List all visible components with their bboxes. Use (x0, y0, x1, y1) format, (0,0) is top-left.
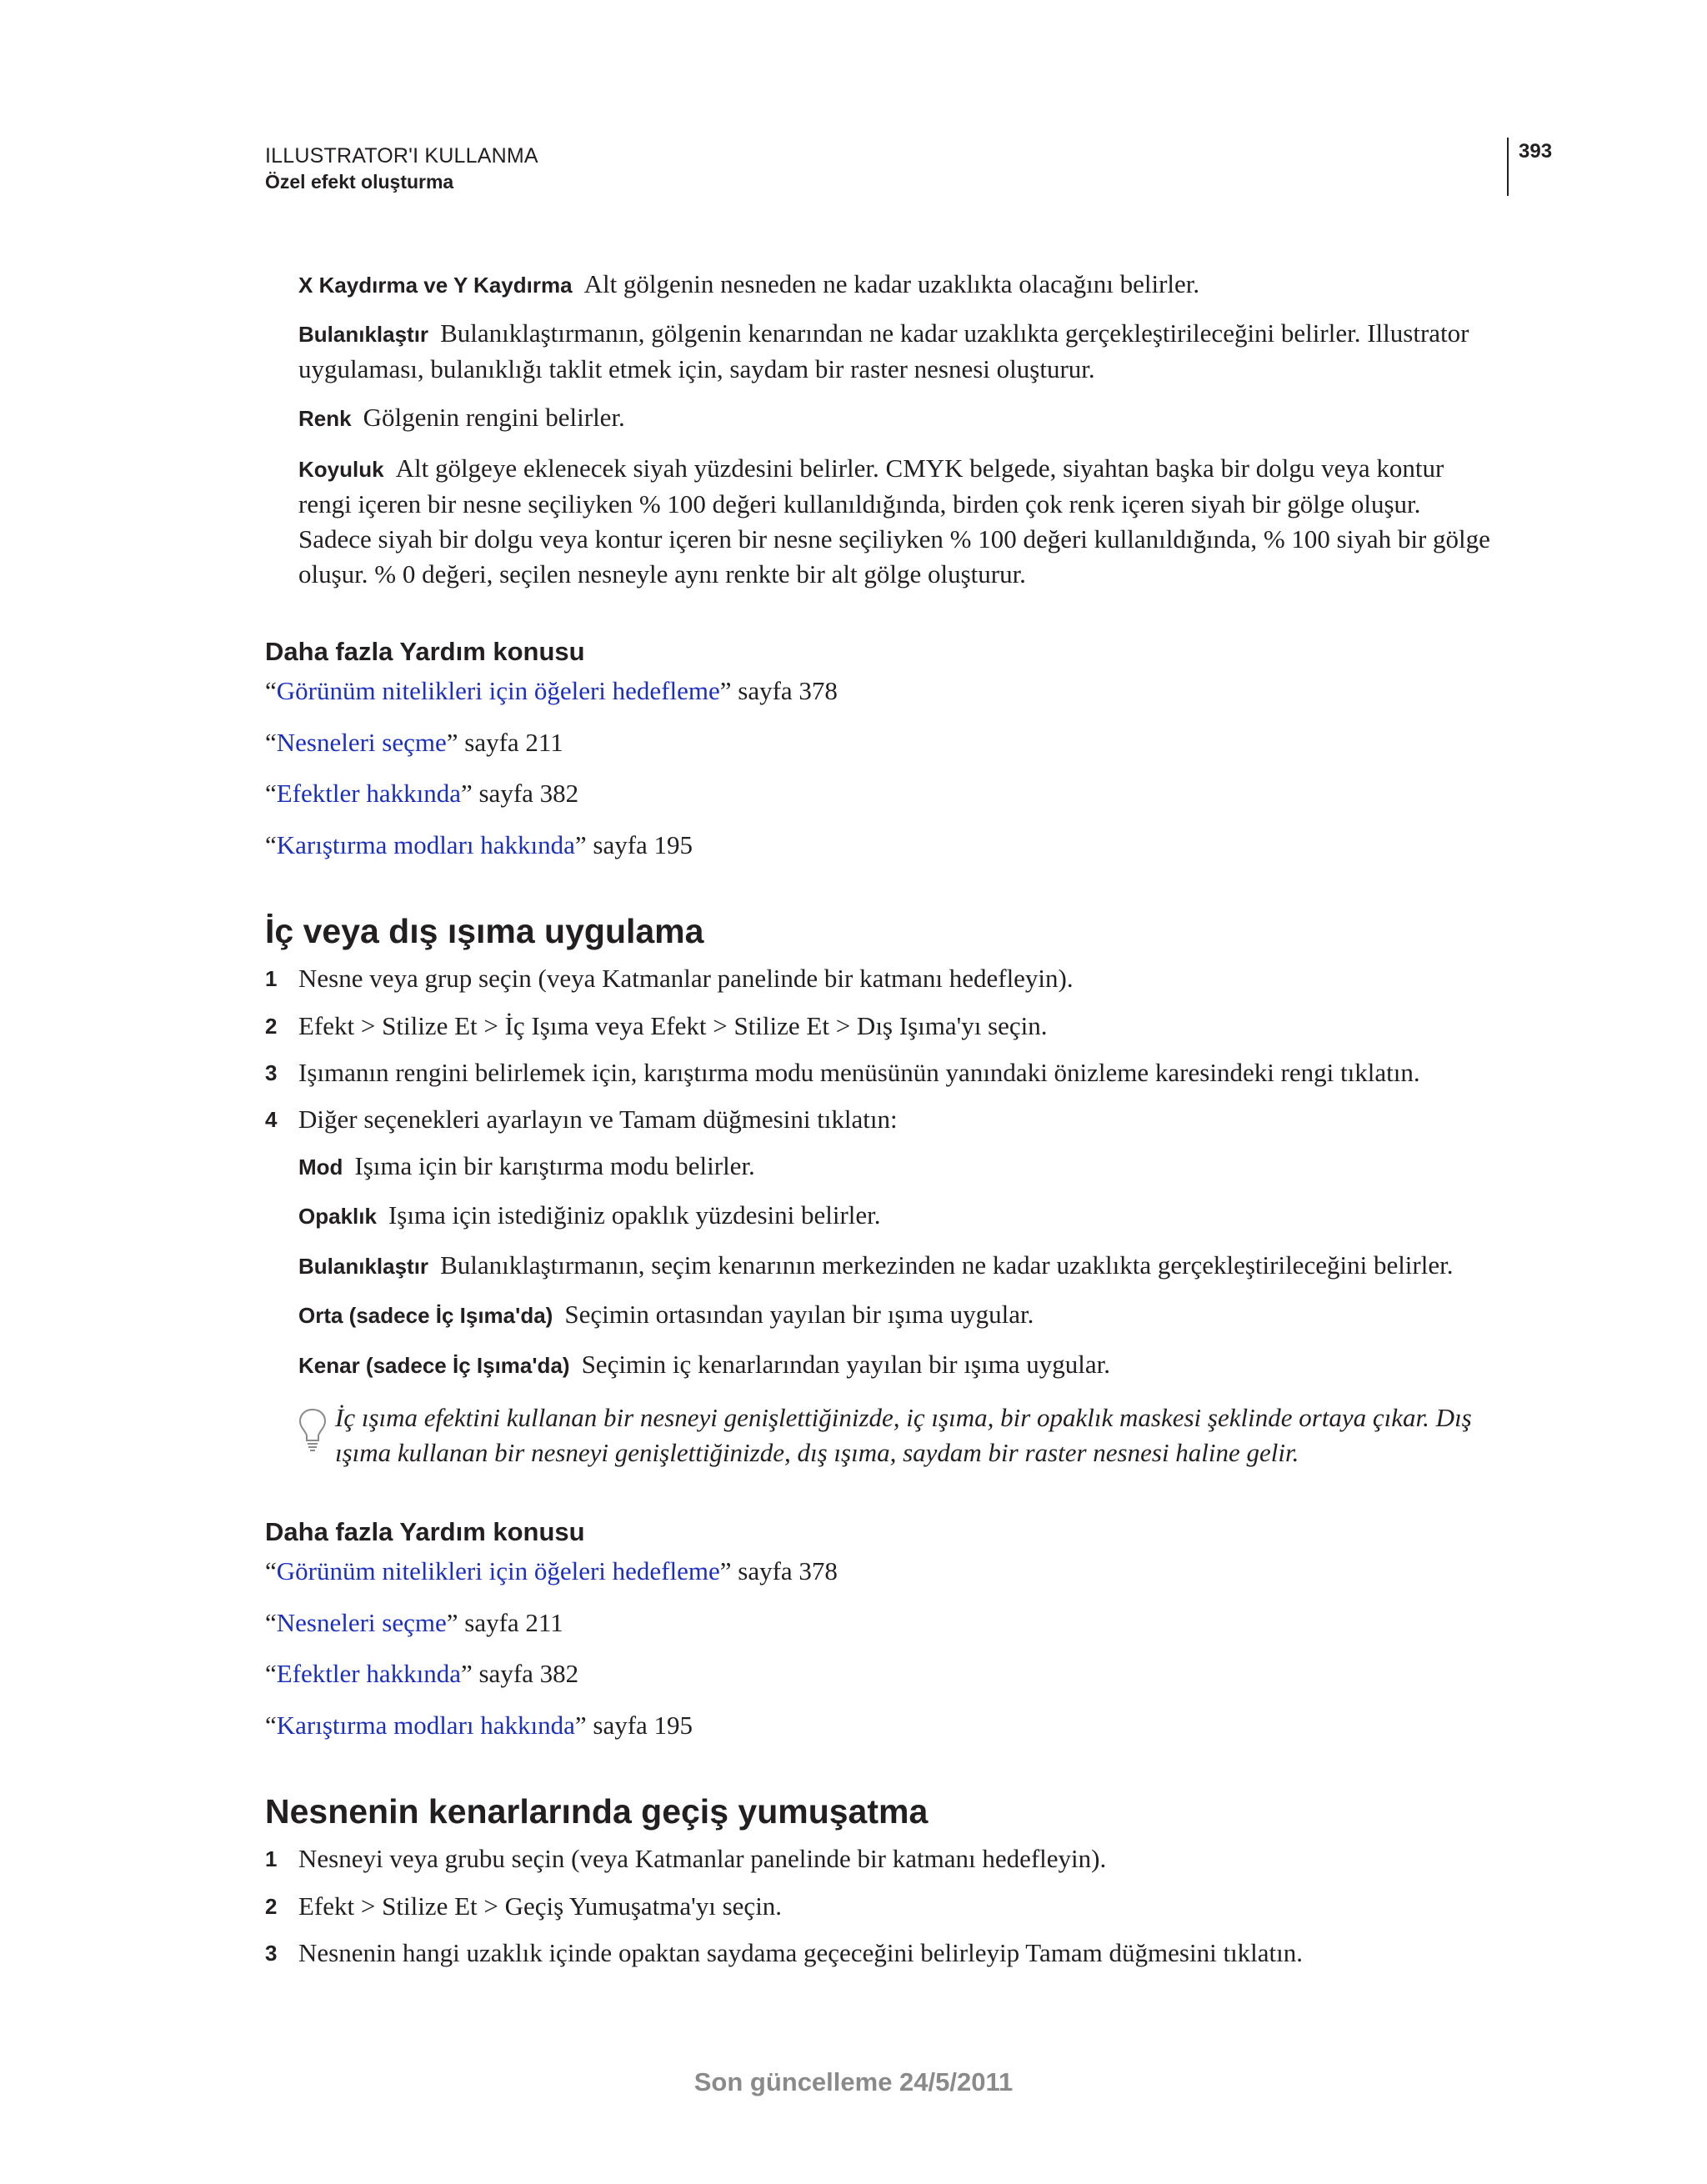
step-text: Işımanın rengini belirlemek için, karıştırma modu menüsünün yanındaki önizleme karesindeki rengi tıklatın. (298, 1058, 1420, 1087)
option-item (298, 1347, 1499, 1383)
related-link[interactable]: Nesneleri seçme (276, 728, 447, 757)
step-number: 3 (265, 1941, 278, 1966)
step-item (265, 1889, 1499, 1924)
option-text: Bulanıklaştırmanın, seçim kenarının merkezinden ne kadar uzaklıkta gerçekleştirileceğini belirler. (440, 1250, 1454, 1280)
related-topics-title: Daha fazla Yardım konusu (265, 637, 585, 666)
related-link[interactable]: Karıştırma modları hakkında (276, 830, 575, 859)
page-ref: ” sayfa 378 (719, 1556, 838, 1585)
step-item (265, 1009, 1499, 1044)
definition-term: X Kaydırma ve Y Kaydırma (298, 273, 573, 298)
related-link-row (265, 1656, 578, 1691)
related-link[interactable]: Efektler hakkında (276, 1659, 461, 1688)
page-ref: ” sayfa 195 (574, 830, 693, 859)
option-text: Işıma için bir karıştırma modu belirler. (354, 1151, 755, 1180)
tip-text: İç ışıma efektini kullanan bir nesneyi genişlettiğinizde, iç ışıma, bir opaklık maskesi şeklinde ortaya çıkar. Dış ışıma kullanan bir nesneyi genişlettiğinizde, dış ışıma, saydam bir raster nesnesi haline gelir. (335, 1403, 1472, 1467)
section-title: İç veya dış ışıma uygulama (265, 912, 704, 950)
definition-term: Bulanıklaştır (298, 322, 429, 347)
definition-item (298, 267, 1499, 303)
step-item (265, 1841, 1499, 1876)
lightbulb-icon (298, 1407, 327, 1460)
related-link[interactable]: Görünüm nitelikleri için öğeleri hedefleme (276, 1556, 720, 1585)
definition-item (298, 316, 1499, 387)
definition-term: Koyuluk (298, 457, 384, 482)
definition-text: Gölgenin rengini belirler. (363, 403, 625, 432)
step-number: 1 (265, 966, 278, 991)
definition-text: Bulanıklaştırmanın, gölgenin kenarından ne kadar uzaklıkta gerçekleştirileceğini belirler. Illustrator uygulaması, bulanıklığı taklit etmek için, saydam bir raster nesnesi oluşturur. (298, 318, 1469, 383)
step-number: 4 (265, 1107, 278, 1132)
definition-item (298, 400, 1499, 436)
running-header (265, 143, 538, 195)
option-text: Seçimin ortasından yayılan bir ışıma uygular. (564, 1300, 1034, 1329)
definition-term: Renk (298, 406, 352, 431)
page-ref: ” sayfa 382 (460, 779, 579, 808)
related-topics-title: Daha fazla Yardım konusu (265, 1517, 585, 1546)
page-ref: ” sayfa 378 (719, 676, 838, 705)
related-link[interactable]: Görünüm nitelikleri için öğeleri hedefleme (276, 676, 720, 705)
step-text: Efekt > Stilize Et > Geçiş Yumuşatma'yı seçin. (298, 1891, 783, 1921)
related-link-row (265, 1708, 693, 1743)
step-text: Efekt > Stilize Et > İç Işıma veya Efekt > Stilize Et > Dış Işıma'yı seçin. (298, 1011, 1048, 1040)
definition-text: Alt gölgeye eklenecek siyah yüzdesini belirler. CMYK belgede, siyahtan başka bir dolgu veya kontur rengi içeren bir nesne seçiliyken % 100 değeri kullanıldığında, birden çok renk içeren siyah bir gölge oluşur. Sadece siyah bir dolgu veya kontur içeren bir nesne seçiliyken % 100 değeri kullanıldığında, % 100 siyah bir gölge oluşur. % 0 değeri, seçilen nesneyle aynı renkte bir alt gölge oluşturur. (298, 453, 1490, 589)
related-link-row (265, 1554, 838, 1589)
step-number: 2 (265, 1014, 278, 1039)
option-item (298, 1198, 1499, 1234)
quote-open: “ (265, 728, 277, 757)
page-number: 393 (1519, 140, 1553, 163)
chapter-title: Özel efekt oluşturma (265, 171, 454, 193)
option-term: Kenar (sadece İç Işıma'da) (298, 1353, 570, 1378)
step-item (265, 1936, 1499, 1971)
option-text: Seçimin iç kenarlarından yayılan bir ışıma uygular. (581, 1350, 1111, 1379)
step-text: Nesneyi veya grubu seçin (veya Katmanlar panelinde bir katmanı hedefleyin). (298, 1844, 1107, 1873)
quote-open: “ (265, 779, 277, 808)
step-item (265, 1055, 1499, 1090)
related-link-row (265, 776, 578, 811)
step-text: Diğer seçenekleri ayarlayın ve Tamam düğmesini tıklatın: (298, 1105, 898, 1134)
quote-open: “ (265, 1659, 277, 1688)
step-number: 1 (265, 1846, 278, 1871)
header-divider (1507, 138, 1509, 196)
option-item (298, 1149, 1499, 1185)
related-topics-heading (265, 635, 585, 669)
tip-note (335, 1400, 1499, 1470)
option-item (298, 1297, 1499, 1333)
related-link-row (265, 674, 838, 709)
page-ref: ” sayfa 382 (460, 1659, 579, 1688)
page-ref: ” sayfa 211 (446, 728, 563, 757)
related-topics-heading (265, 1515, 585, 1549)
option-term: Orta (sadece İç Işıma'da) (298, 1303, 553, 1328)
step-number: 2 (265, 1894, 278, 1919)
definition-text: Alt gölgenin nesneden ne kadar uzaklıkta olacağını belirler. (583, 269, 1200, 298)
step-item (265, 1102, 1499, 1137)
page-ref: ” sayfa 195 (574, 1711, 693, 1740)
section-title: Nesnenin kenarlarında geçiş yumuşatma (265, 1792, 929, 1831)
quote-open: “ (265, 1608, 277, 1637)
quote-open: “ (265, 1556, 277, 1585)
option-term: Mod (298, 1155, 343, 1180)
related-link[interactable]: Efektler hakkında (276, 779, 461, 808)
quote-open: “ (265, 830, 277, 859)
quote-open: “ (265, 676, 277, 705)
option-term: Opaklık (298, 1204, 377, 1229)
step-item (265, 961, 1499, 996)
step-number: 3 (265, 1060, 278, 1085)
option-text: Işıma için istediğiniz opaklık yüzdesini belirler. (388, 1200, 881, 1230)
page-footer: Son güncelleme 24/5/2011 (693, 2067, 1014, 2096)
definition-item (298, 451, 1499, 592)
option-item (298, 1248, 1499, 1284)
page-ref: ” sayfa 211 (446, 1608, 563, 1637)
section-heading (265, 1791, 928, 1832)
step-text: Nesnenin hangi uzaklık içinde opaktan saydama geçeceğini belirleyip Tamam düğmesini tıklatın. (298, 1938, 1304, 1967)
related-link[interactable]: Karıştırma modları hakkında (276, 1711, 575, 1740)
related-link-row (265, 828, 693, 863)
step-text: Nesne veya grup seçin (veya Katmanlar panelinde bir katmanı hedefleyin). (298, 964, 1074, 993)
related-link-row (265, 1605, 563, 1641)
quote-open: “ (265, 1711, 277, 1740)
related-link[interactable]: Nesneleri seçme (276, 1608, 447, 1637)
running-title: ILLUSTRATOR'I KULLANMA (265, 144, 538, 168)
related-link-row (265, 725, 563, 760)
option-term: Bulanıklaştır (298, 1254, 429, 1279)
section-heading (265, 910, 703, 952)
